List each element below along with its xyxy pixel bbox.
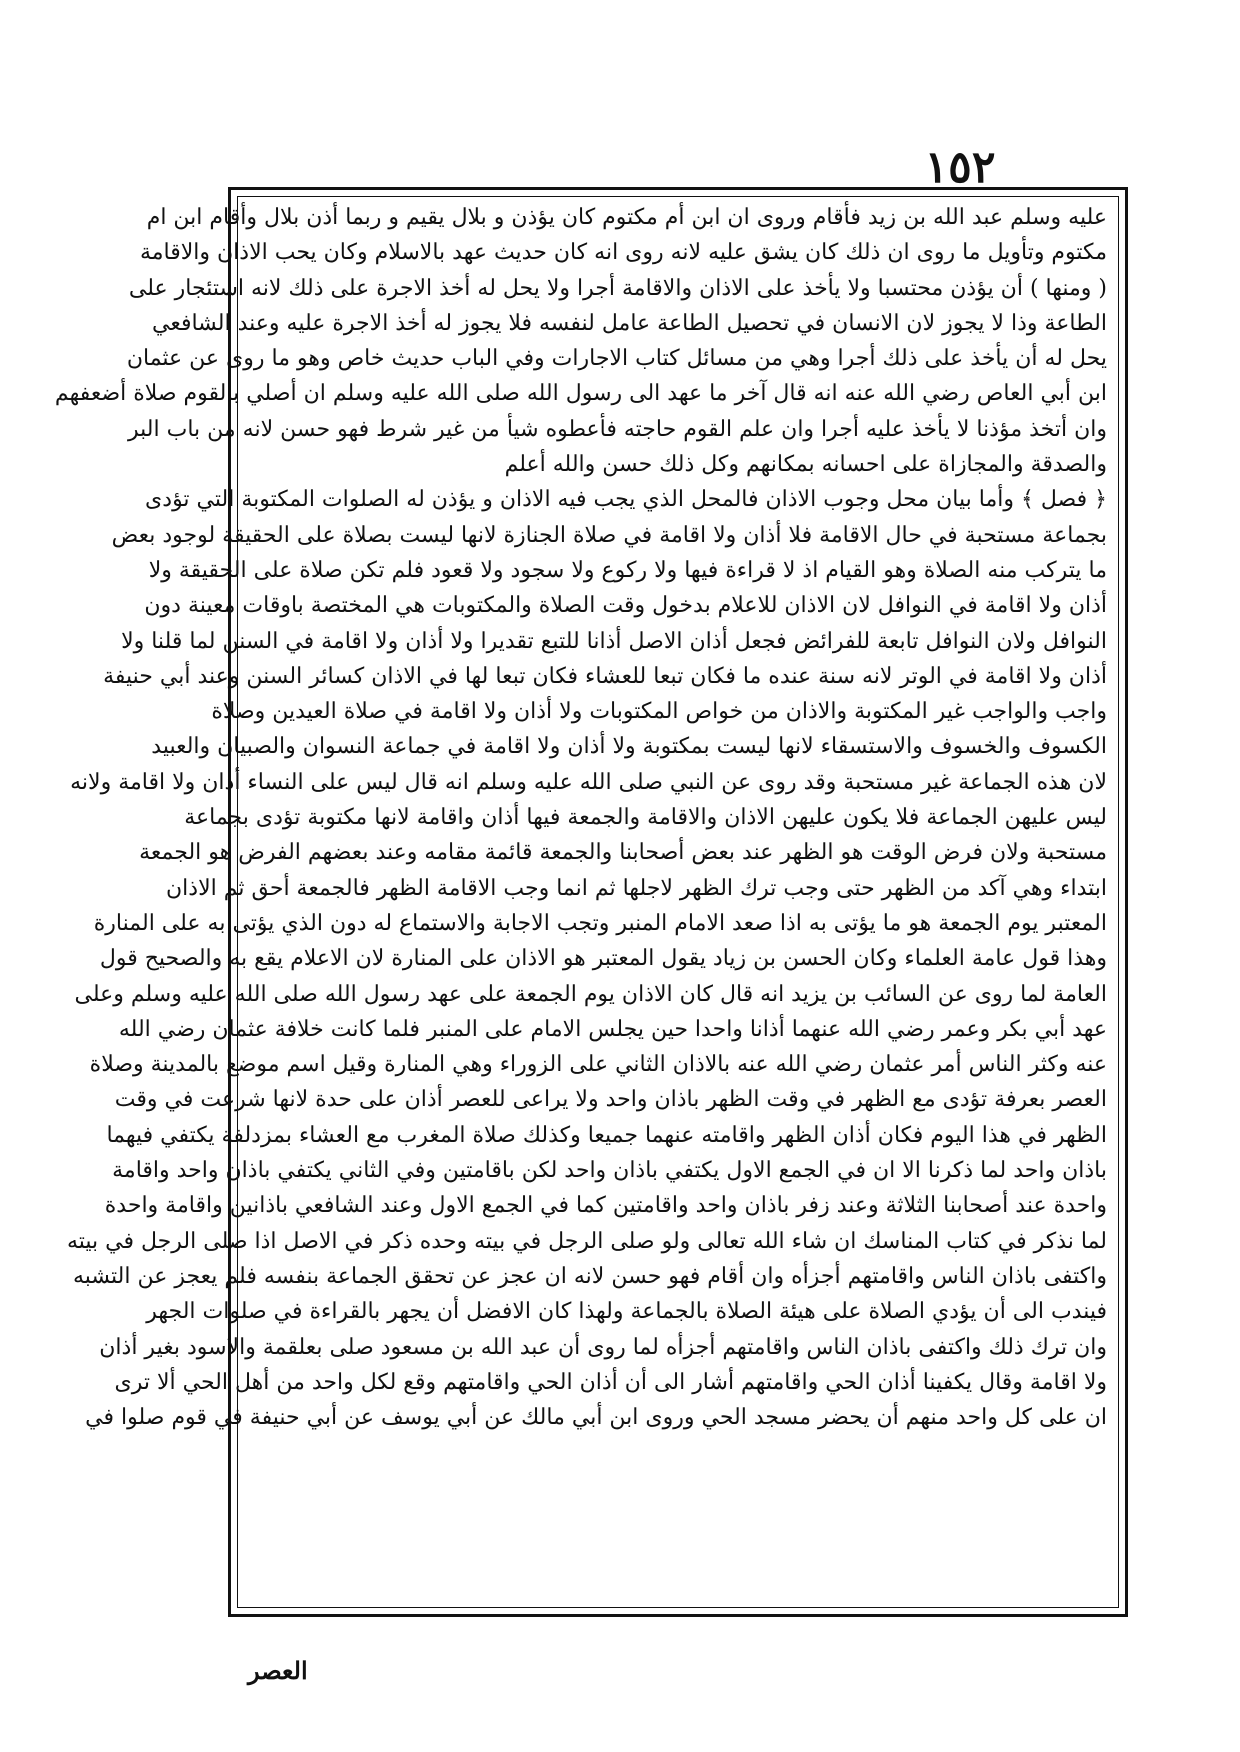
text-line: فيندب الى أن يؤدي الصلاة على هيئة الصلاة بالجماعة ولهذا كان الافضل أن يجهر بالقراءة في صلوات الجهر <box>146 1299 1107 1325</box>
text-line: يحل له أن يأخذ على ذلك أجرا وهي من مسائل كتاب الاجارات وفي الباب حديث خاص وهو ما روى عن عثمان <box>126 346 1107 372</box>
text-line: ليس عليهن الجماعة فلا يكون عليهن الاذان والاقامة والجمعة فيها أذان واقامة لانها مكتوبة تؤدى بجماعة <box>184 805 1107 831</box>
text-line: عنه وكثر الناس أمر عثمان رضي الله عنه بالاذان الثاني على الزوراء وهي المنارة وقيل اسم موضع بالمدينة وصلاة <box>89 1052 1107 1078</box>
text-line: الطاعة وذا لا يجوز لان الانسان في تحصيل الطاعة عامل لنفسه فلا يجوز له أخذ الاجرة عليه وعند الشافعي <box>152 310 1107 336</box>
text-line: عليه وسلم عبد الله بن زيد فأقام وروى ان ابن أم مكتوم كان يؤذن و بلال يقيم و ربما أذن بلال وأقام ابن ام <box>146 205 1107 230</box>
page-number: ١٥٢ <box>924 142 996 193</box>
text-frame <box>54 187 1128 1617</box>
text-line: ( ومنها ) أن يؤذن محتسبا ولا يأخذ على الاذان والاقامة أجرا ولا يحل له أخذ الاجرة على ذلك لانه استئجار على <box>128 275 1107 301</box>
text-line: لان هذه الجماعة غير مستحبة وقد روى عن النبي صلى الله عليه وسلم انه قال ليس على النساء أذان ولا اقامة ولانه <box>70 769 1107 795</box>
text-line: الكسوف والخسوف والاستسقاء لانها ليست بمكتوبة ولا أذان ولا اقامة في جماعة النسوان والصبيان والعبيد <box>151 734 1107 760</box>
text-line: واحدة عند أصحابنا الثلاثة وعند زفر باذان واحد واقامتين كما في الجمع الاول وعند الشافعي باذانين واقامة واحدة <box>104 1193 1107 1219</box>
text-line: ما يتركب منه الصلاة وهو القيام اذ لا قراءة فيها ولا ركوع ولا سجود ولا قعود فلم تكن صلاة على الحقيقة ولا <box>148 557 1107 583</box>
text-line: النوافل ولان النوافل تابعة للفرائض فجعل أذان الاصل أذانا للتبع تقديرا ولا أذان ولا اقامة في السنن لما قلنا ولا <box>121 628 1107 654</box>
text-line: ولا اقامة وقال يكفينا أذان الحي واقامتهم أشار الى أن أذان الحي واقامتهم وقع لكل واحد من أهل الحي ألا ترى <box>114 1369 1107 1395</box>
text-line: بجماعة مستحبة في حال الاقامة فلا أذان ولا اقامة في صلاة الجنازة لانها ليست بصلاة على الحقيقة لوجود بعض <box>111 522 1107 548</box>
text-line: واكتفى باذان الناس واقامتهم أجزأه وان أقام فهو حسن لانه ان عجز عن تحقق الجماعة بنفسه فلم يعجز عن التشبه <box>72 1263 1107 1289</box>
text-line: والصدقة والمجازاة على احسانه بمكانهم وكل ذلك حسن والله أعلم <box>504 452 1107 478</box>
text-line: ابتداء وهي آكد من الظهر حتى وجب ترك الظهر لاجلها ثم انما وجب الاقامة الظهر فالجمعة أحق ثم الاذان <box>166 875 1107 901</box>
text-line: وهذا قول عامة العلماء وكان الحسن بن زياد يقول المعتبر هو الاذان على المنارة لان الاعلام يقع به والصحيح قول <box>99 946 1107 972</box>
text-line: مستحبة ولان فرض الوقت هو الظهر عند بعض أصحابنا والجمعة قائمة مقامه وعند بعضهم الفرض هو الجمعة <box>139 840 1107 866</box>
text-line: المعتبر يوم الجمعة هو ما يؤتى به اذا صعد الامام المنبر وتجب الاجابة والاستماع له دون الذي يؤتى به على المنارة <box>93 910 1107 936</box>
text-line: أذان ولا اقامة في الوتر لانه سنة عنده ما فكان تبعا للعشاء فكان تبعا لها في الاذان كسائر السنن وعند أبي حنيفة <box>103 663 1107 689</box>
text-line: وان أتخذ مؤذنا لا يأخذ عليه أجرا وان علم القوم حاجته فأعطوه شيأ من غير شرط فهو حسن لانه من باب البر <box>128 416 1107 442</box>
text-line: مكتوم وتأويل ما روى ان ذلك كان يشق عليه لانه روى انه كان حديث عهد بالاسلام وكان يحب الاذان والاقامة <box>139 240 1107 266</box>
text-line: ابن أبي العاص رضي الله عنه انه قال آخر ما عهد الى رسول الله صلى الله عليه وسلم ان أصلي بالقوم صلاة أضعفهم <box>54 381 1107 407</box>
text-line: ان على كل واحد منهم أن يحضر مسجد الحي وروى ابن أبي مالك عن أبي يوسف عن أبي حنيفة في قوم صلوا في <box>85 1405 1107 1431</box>
section-heading-line: ﴿ فصل ﴾ وأما بيان محل وجوب الاذان فالمحل الذي يجب فيه الاذان و يؤذن له الصلوات المكتوبة التي تؤدى <box>145 487 1107 513</box>
text-line: لما نذكر في كتاب المناسك ان شاء الله تعالى ولو صلى الرجل في بيته وحده ذكر في الاصل اذا صلى الرجل في بيته <box>66 1228 1107 1254</box>
text-line: واجب والواجب غير المكتوبة والاذان من خواص المكتوبات ولا أذان ولا اقامة في صلاة العيدين وصلاة <box>211 699 1107 725</box>
catchword: العصر <box>248 1656 308 1685</box>
text-line: عهد أبي بكر وعمر رضي الله عنهما أذانا واحدا حين يجلس الامام على المنبر فلما كانت خلافة عثمان رضي الله <box>118 1016 1107 1042</box>
text-line: العامة لما روى عن السائب بن يزيد انه قال كان الاذان يوم الجمعة على عهد رسول الله صلى الله عليه وسلم وعلى <box>74 981 1107 1007</box>
main-text <box>54 200 1107 1604</box>
text-line: باذان واحد لما ذكرنا الا ان في الجمع الاول يكتفي باذان واحد لكن باقامتين وفي الثاني يكتفي باذان واحد واقامة <box>112 1158 1107 1184</box>
text-line: العصر بعرفة تؤدى مع الظهر في وقت الظهر باذان واحد ولا يراعى للعصر أذان على حدة لانها شرعت في وقت <box>114 1087 1107 1113</box>
text-line: وان ترك ذلك واكتفى باذان الناس واقامتهم أجزأه لما روى أن عبد الله بن مسعود صلى بعلقمة والاسود بغير أذان <box>99 1334 1107 1360</box>
text-line: أذان ولا اقامة في النوافل لان الاذان للاعلام بدخول وقت الصلاة والمكتوبات هي المختصة باوقات معينة دون <box>144 593 1107 619</box>
text-line: الظهر في هذا اليوم فكان أذان الظهر واقامته عنهما جميعا وكذلك صلاة المغرب مع العشاء بمزدلفة يكتفي فيهما <box>106 1122 1107 1148</box>
